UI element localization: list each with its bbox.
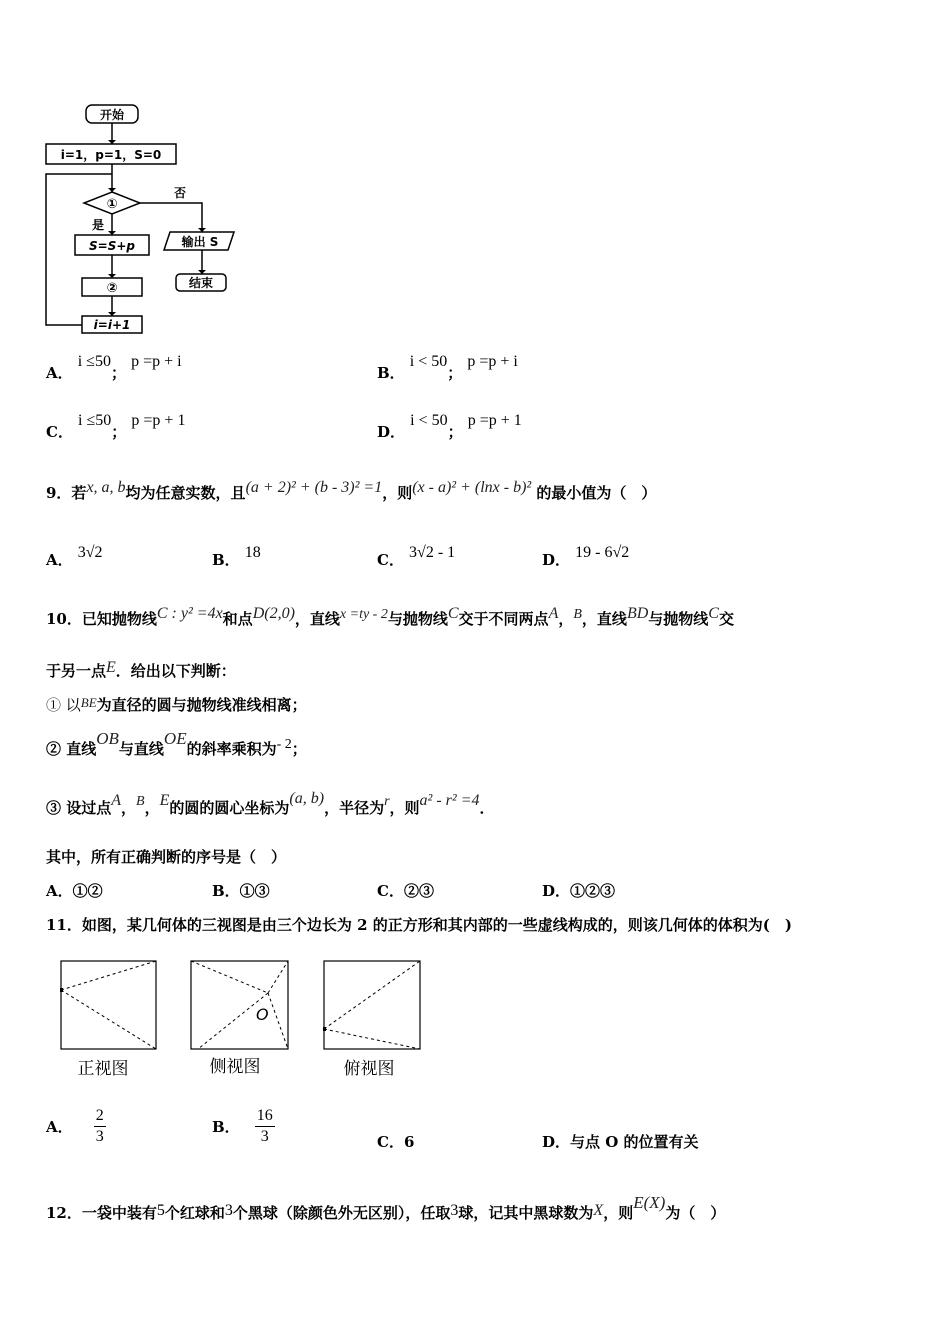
q11-b-fraction (255, 1106, 275, 1147)
q11-option-a (46, 1106, 106, 1147)
flow-no-text: 否 (174, 186, 187, 200)
q11-b-label: B． (212, 1118, 240, 1136)
flow-assign-text: S=S+p (89, 239, 135, 253)
q9-a-value: 3√2 (77, 544, 103, 561)
q10-l2a: 于另一点 (46, 662, 107, 680)
q10-option-c: C．②③ (377, 882, 434, 900)
q10-j1a: ① 以 (46, 696, 81, 714)
q12-x: X (593, 1202, 604, 1219)
q8-c-cond: i ≤50 (78, 412, 112, 429)
flow-init-text: i=1，p=1，S=0 (60, 148, 162, 162)
q10-e: E (106, 659, 116, 676)
q10-t5: 交于不同两点 (458, 610, 549, 628)
top-view (323, 961, 420, 1049)
flow-yes-text: 是 (92, 218, 105, 232)
q11-a-label: A． (46, 1118, 73, 1136)
side-view-label: 侧视图 (209, 1057, 261, 1077)
q10-j3b: 的圆的圆心坐标为 (169, 799, 290, 817)
q8-c-sep: ； (111, 423, 127, 441)
q10-judgment-1 (46, 694, 307, 715)
q10-parabola: C : y² =4x (156, 605, 223, 622)
q8-b-sep: ； (447, 364, 463, 382)
q10-option-b: B．①③ (212, 882, 270, 900)
q10-t3: ，直线 (294, 610, 340, 628)
q10-j3s2: ， (144, 799, 160, 817)
q8-c-label: C． (46, 423, 73, 441)
q9-option-b (212, 544, 261, 570)
q12-t6: 为（ ） (665, 1204, 726, 1222)
q12-black-count: 3 (224, 1202, 233, 1219)
q12-red-count: 5 (156, 1202, 165, 1219)
q8-option-b (377, 353, 518, 383)
q9-vars: x, a, b (86, 479, 126, 496)
q8-a-expr: p =p + i (131, 353, 182, 370)
q8-option-d (377, 412, 522, 442)
q10-j3-b: B (136, 794, 145, 809)
q10-line2 (46, 660, 236, 681)
q10-j2d: ； (291, 740, 307, 758)
q8-d-expr: p =p + 1 (467, 412, 522, 429)
three-views (55, 955, 435, 1085)
q9-a-label: A． (46, 551, 73, 569)
q10-judgment-2 (46, 729, 307, 759)
q9-c-label: C． (377, 551, 404, 569)
q11-a-den: 3 (95, 1128, 104, 1145)
q9-b-value: 18 (244, 544, 261, 561)
q9-option-a (46, 544, 103, 570)
flow-cond-text: ① (106, 197, 118, 212)
q9-mid: 均为任意实数，且 (125, 484, 246, 502)
q8-a-label: A． (46, 364, 73, 382)
q10-ask: 其中，所有正确判断的序号是（ ） (46, 848, 287, 866)
q12-t2: 个红球和 (164, 1204, 225, 1222)
flow-output-text: 输出 S (181, 235, 219, 249)
q10-j2-oe: OE (163, 729, 187, 748)
q10-c2: C (708, 605, 719, 622)
q12-t4: 球，记其中黑球数为 (458, 1204, 594, 1222)
q8-a-cond: i ≤50 (77, 353, 111, 370)
q10-option-d: D．①②③ (542, 882, 616, 900)
q9-eq1: (a + 2)² + (b - 3)² =1 (245, 479, 383, 496)
q10-j2b: 与直线 (118, 740, 164, 758)
q10-judgment-3 (46, 790, 495, 818)
q10-a: A (548, 605, 559, 622)
q8-b-expr: p =p + i (467, 353, 518, 370)
q10-option-a: A．①② (46, 882, 103, 900)
q8-c-expr: p =p + 1 (131, 412, 186, 429)
q12-t3: 个黑球（除颜色外无区别），任取 (232, 1204, 451, 1222)
flow-end-text: 结束 (188, 276, 214, 290)
flow-step2-text: ② (106, 281, 118, 296)
q10-t8: 与抛物线 (648, 610, 709, 628)
q10-b: B (573, 607, 582, 622)
flow-start-text: 开始 (99, 108, 125, 122)
q10-j3d: ，则 (389, 799, 420, 817)
q12-t5: ，则 (603, 1204, 634, 1222)
q12-stem (46, 1193, 726, 1223)
q9-mid2: ，则 (382, 484, 413, 502)
q10-t9: 交 (718, 610, 734, 628)
q9-prefix: 9．若 (46, 484, 87, 502)
q12-t1: 12．一袋中装有 (46, 1204, 157, 1222)
q11-a-num: 2 (94, 1106, 106, 1127)
q11-option-d: D．与点 O 的位置有关 (542, 1133, 699, 1151)
q10-j3e: ． (479, 799, 495, 817)
q10-j3-a: A (111, 792, 122, 809)
q10-j3a: ③ 设过点 (46, 799, 112, 817)
q8-d-sep: ； (447, 423, 463, 441)
top-view-label: 俯视图 (343, 1059, 395, 1079)
q10-t4: 与抛物线 (387, 610, 448, 628)
q10-j2c: 的斜率乘积为 (186, 740, 277, 758)
q12-draw-count: 3 (450, 1202, 459, 1219)
q12-expectation: E(X) (633, 1193, 666, 1212)
q10-t6: ， (558, 610, 574, 628)
q10-j3-r: r (384, 794, 390, 809)
front-view (60, 961, 156, 1049)
q10-t1: 10．已知抛物线 (46, 610, 157, 628)
q10-j2-value: - 2 (276, 737, 292, 752)
front-view-label: 正视图 (77, 1059, 129, 1079)
q9-d-value: 19 - 6√2 (575, 544, 630, 561)
side-view (191, 961, 288, 1049)
q10-point-d: D(2,0) (252, 605, 295, 622)
q10-j3c: ，半径为 (324, 799, 385, 817)
flowchart (40, 100, 250, 345)
point-o-label: O (256, 1005, 269, 1024)
q10-line-eq: x =ty - 2 (339, 607, 388, 622)
q10-j3-center: (a, b) (289, 790, 325, 807)
q11-b-num: 16 (255, 1106, 275, 1127)
q11-a-fraction (94, 1106, 106, 1147)
q11-option-b (212, 1106, 275, 1147)
q10-t2: 和点 (222, 610, 253, 628)
q10-line1 (46, 605, 734, 629)
q11-option-c: C．6 (377, 1133, 415, 1151)
q9-stem (46, 479, 657, 503)
q8-d-cond: i < 50 (410, 412, 448, 429)
q9-eq2: (x - a)² + (lnx - b)² (412, 479, 532, 496)
q8-b-label: B． (377, 364, 405, 382)
q10-j2a: ② 直线 (46, 740, 97, 758)
q8-option-a (46, 353, 182, 383)
q10-t7: ，直线 (581, 610, 627, 628)
q9-option-c (377, 544, 456, 570)
q10-j3s1: ， (121, 799, 137, 817)
q10-j1b: 为直径的圆与抛物线准线相离； (96, 696, 307, 714)
q9-d-label: D． (542, 551, 571, 569)
q8-a-sep: ； (110, 364, 126, 382)
q9-suffix: 的最小值为（ ） (536, 484, 657, 502)
q10-j3-eq: a² - r² =4 (419, 792, 480, 809)
q11-stem: 11．如图，某几何体的三视图是由三个边长为 2 的正方形和其内部的一些虚线构成的，则该几何体的体积为( ) (46, 916, 792, 934)
flow-inc-text: i=i+1 (93, 318, 131, 332)
q8-b-cond: i < 50 (409, 353, 448, 370)
q9-b-label: B． (212, 551, 240, 569)
q10-j3-e: E (159, 792, 170, 809)
q10-j1-be: BE (80, 695, 97, 710)
q11-b-den: 3 (260, 1128, 269, 1145)
q10-l2b: ．给出以下判断： (115, 662, 236, 680)
q10-c1: C (447, 605, 459, 622)
q10-j2-ob: OB (96, 729, 119, 748)
q9-c-value: 3√2 - 1 (409, 544, 456, 561)
q8-option-c (46, 412, 186, 442)
q10-bd: BD (626, 605, 649, 622)
q8-d-label: D． (377, 423, 406, 441)
q9-option-d (542, 544, 630, 570)
